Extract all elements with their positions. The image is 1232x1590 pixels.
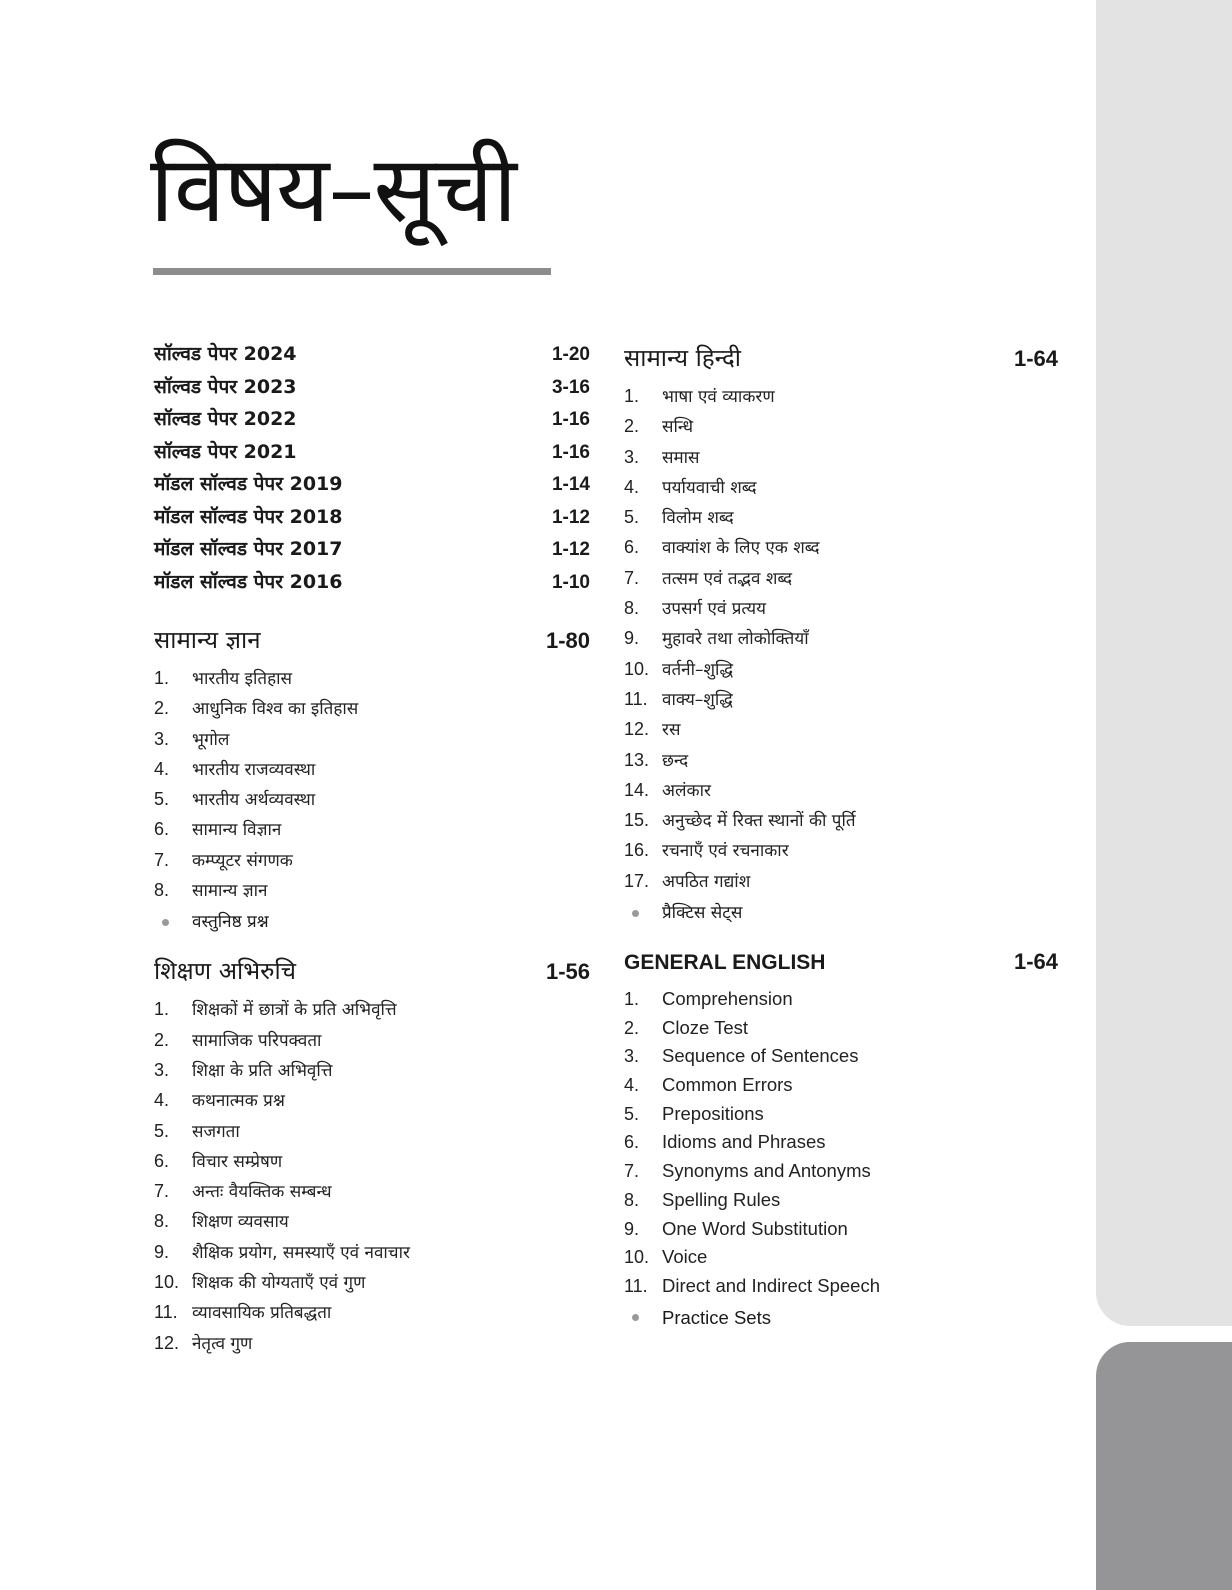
toc-item[interactable] (624, 1071, 1058, 1100)
item-label: वाक्यांश के लिए एक शब्द (662, 538, 820, 559)
solved-paper-pages: 1-16 (551, 441, 590, 463)
toc-item[interactable] (624, 1272, 1058, 1301)
solved-paper-row[interactable] (154, 436, 590, 469)
item-label: शिक्षकों में छात्रों के प्रति अभिवृत्ति (192, 1000, 397, 1021)
item-number: 9. (154, 1241, 170, 1262)
item-number: 5. (154, 1120, 170, 1141)
item-number: 10. (624, 658, 650, 679)
item-number: 2. (624, 416, 640, 437)
item-label: नेतृत्व गुण (192, 1333, 253, 1354)
item-label: सजगता (192, 1121, 240, 1142)
item-label: रचनाएँ एवं रचनाकार (662, 841, 789, 862)
toc-item[interactable] (624, 835, 1058, 865)
side-tab-dark (1096, 1342, 1232, 1590)
item-label: भारतीय अर्थव्यवस्था (192, 790, 316, 811)
toc-item[interactable] (624, 502, 1058, 532)
toc-item[interactable] (154, 1267, 590, 1297)
section-heading[interactable] (624, 340, 1058, 377)
section-pages: 1-56 (545, 959, 590, 985)
item-number: 12. (624, 719, 650, 740)
side-tab-light (1096, 0, 1232, 1326)
toc-item[interactable] (154, 994, 590, 1024)
item-label: सामान्य ज्ञान (192, 881, 268, 902)
item-label: तत्सम एवं तद्भव शब्द (662, 568, 793, 589)
item-number: 5. (624, 1103, 640, 1124)
item-label: Direct and Indirect Speech (662, 1274, 881, 1296)
item-label: विलोम शब्द (662, 508, 734, 529)
toc-item[interactable] (154, 1146, 590, 1176)
item-label: Cloze Test (662, 1016, 749, 1038)
item-number: 12. (154, 1332, 180, 1353)
item-label: अलंकार (662, 780, 711, 801)
solved-paper-label: मॉडल सॉल्वड पेपर 2016 (154, 570, 343, 593)
solved-paper-pages: 1-20 (551, 344, 590, 365)
toc-item[interactable] (154, 1328, 590, 1358)
solved-paper-row[interactable] (154, 468, 590, 501)
toc-item[interactable] (154, 693, 590, 723)
item-number: 8. (154, 880, 170, 901)
item-label: One Word Substitution (662, 1217, 848, 1239)
item-label: भारतीय इतिहास (192, 669, 293, 689)
section-teaching-aptitude (154, 953, 590, 1358)
item-label: Practice Sets (662, 1306, 771, 1328)
toc-item[interactable] (154, 1055, 590, 1085)
item-number: 11. (624, 688, 648, 709)
item-label: कथनात्मक प्रश्न (192, 1091, 285, 1112)
solved-paper-label: मॉडल सॉल्वड पेपर 2018 (154, 505, 343, 528)
item-label: अपठित गद्यांश (662, 871, 751, 892)
item-number: 16. (624, 840, 650, 861)
toc-item[interactable] (154, 1237, 590, 1267)
toc-item[interactable] (624, 442, 1058, 472)
item-number: 11. (624, 1275, 648, 1296)
toc-item[interactable] (154, 845, 590, 875)
bullet-icon (632, 1314, 639, 1321)
solved-paper-label: मॉडल सॉल्वड पेपर 2017 (154, 538, 343, 560)
toc-bullet-item[interactable] (624, 896, 1058, 930)
toc-item[interactable] (154, 1297, 590, 1327)
section-pages: 1-64 (1013, 949, 1058, 975)
toc-item[interactable] (624, 866, 1058, 896)
solved-paper-label: सॉल्वड पेपर 2024 (154, 343, 297, 365)
item-label: Common Errors (662, 1074, 793, 1096)
item-label: अनुच्छेद में रिक्त स्थानों की पूर्ति (662, 811, 856, 832)
toc-item[interactable] (624, 532, 1058, 562)
toc-item[interactable] (624, 745, 1058, 775)
toc-item[interactable] (624, 1215, 1058, 1244)
toc-bullet-item[interactable] (154, 905, 590, 939)
item-number: 9. (624, 1218, 640, 1239)
solved-paper-row[interactable] (154, 566, 590, 599)
toc-item[interactable] (154, 1176, 590, 1206)
solved-paper-row[interactable] (154, 501, 590, 534)
toc-item[interactable] (624, 1100, 1058, 1129)
toc-item[interactable] (624, 472, 1058, 502)
item-label: वस्तुनिष्ठ प्रश्न (192, 912, 269, 933)
section-pages: 1-64 (1013, 346, 1058, 371)
solved-papers-list (154, 338, 590, 598)
toc-item[interactable] (154, 1116, 590, 1146)
solved-paper-pages: 1-16 (551, 409, 590, 430)
item-label: Synonyms and Antonyms (662, 1160, 871, 1182)
solved-paper-pages: 1-14 (551, 474, 590, 495)
solved-paper-label: मॉडल सॉल्वड पेपर 2019 (154, 473, 343, 495)
left-column (154, 338, 590, 1358)
solved-paper-row[interactable] (154, 533, 590, 566)
toc-item[interactable] (624, 1014, 1058, 1043)
toc-item[interactable] (624, 1128, 1058, 1157)
item-number: 4. (624, 476, 640, 497)
item-number: 5. (624, 507, 640, 528)
solved-paper-row[interactable] (154, 403, 590, 436)
toc-item[interactable] (154, 784, 590, 814)
item-number: 6. (624, 1132, 640, 1153)
section-title: GENERAL ENGLISH (624, 951, 826, 975)
item-label: वर्तनी–शुद्धि (662, 659, 734, 680)
solved-paper-label: सॉल्वड पेपर 2022 (154, 408, 297, 430)
section-general-knowledge (154, 622, 590, 939)
item-number: 7. (624, 567, 640, 588)
item-label: प्रैक्टिस सेट्स (662, 903, 743, 924)
item-number: 3. (624, 446, 640, 467)
item-number: 7. (154, 849, 170, 870)
item-number: 3. (154, 1059, 170, 1080)
item-number: 2. (154, 1029, 170, 1050)
item-number: 1. (154, 999, 170, 1020)
item-label: रस (662, 720, 681, 741)
item-label: आधुनिक विश्व का इतिहास (192, 699, 359, 720)
item-label: शिक्षक की योग्यताएँ एवं गुण (192, 1273, 366, 1294)
toc-item[interactable] (624, 805, 1058, 835)
section-heading[interactable] (154, 953, 590, 990)
toc-item[interactable] (624, 623, 1058, 653)
item-number: 1. (624, 386, 640, 406)
item-label: Comprehension (662, 988, 793, 1010)
item-label: मुहावरे तथा लोकोक्तियाँ (662, 629, 809, 650)
toc-item[interactable] (154, 663, 590, 693)
toc-item[interactable] (624, 775, 1058, 805)
item-label: Sequence of Sentences (662, 1045, 859, 1067)
item-number: 13. (624, 749, 650, 770)
item-number: 10. (154, 1272, 180, 1293)
section-heading[interactable] (154, 622, 590, 659)
item-label: शिक्षण व्यवसाय (192, 1212, 289, 1233)
toc-item[interactable] (624, 714, 1058, 744)
item-number: 7. (154, 1181, 170, 1202)
item-number: 3. (154, 728, 170, 749)
item-label: Spelling Rules (662, 1188, 781, 1210)
toc-item[interactable] (624, 381, 1058, 411)
toc-item[interactable] (154, 875, 590, 905)
solved-paper-pages: 1-12 (551, 506, 590, 528)
item-label: सामान्य विज्ञान (192, 820, 282, 841)
item-number: 6. (624, 537, 640, 558)
toc-item[interactable] (624, 1042, 1058, 1071)
title-underline (153, 268, 551, 275)
item-number: 14. (624, 779, 650, 800)
item-label: कम्प्यूटर संगणक (192, 850, 293, 871)
toc-item[interactable] (624, 593, 1058, 623)
solved-paper-label: सॉल्वड पेपर 2023 (154, 375, 297, 398)
item-label: भूगोल (192, 729, 230, 750)
item-label: शैक्षिक प्रयोग, समस्याएँ एवं नवाचार (192, 1242, 410, 1263)
toc-item[interactable] (624, 411, 1058, 441)
section-title: सामान्य हिन्दी (624, 344, 741, 372)
solved-paper-pages: 3-16 (551, 376, 590, 398)
item-label: विचार सम्प्रेषण (192, 1151, 283, 1172)
item-number: 17. (624, 870, 650, 891)
item-label: भारतीय राजव्यवस्था (192, 759, 316, 780)
solved-paper-row[interactable] (154, 338, 590, 371)
item-number: 9. (624, 628, 640, 649)
toc-item[interactable] (624, 985, 1058, 1014)
toc-item[interactable] (624, 654, 1058, 684)
toc-item[interactable] (154, 754, 590, 784)
section-title: सामान्य ज्ञान (154, 626, 261, 654)
bullet-icon (162, 919, 169, 926)
bullet-icon (632, 910, 639, 917)
right-column (624, 340, 1058, 1335)
toc-item[interactable] (154, 814, 590, 844)
toc-item[interactable] (154, 1025, 590, 1055)
item-label: Voice (662, 1246, 708, 1268)
section-general-hindi (624, 340, 1058, 930)
item-number: 2. (624, 1017, 640, 1038)
item-label: उपसर्ग एवं प्रत्यय (662, 599, 767, 620)
solved-paper-pages: 1-12 (551, 539, 590, 560)
item-label: वाक्य–शुद्धि (662, 689, 733, 710)
toc-item[interactable] (624, 1157, 1058, 1186)
item-number: 1. (154, 668, 170, 688)
item-label: व्यावसायिक प्रतिबद्धता (192, 1303, 332, 1324)
toc-item[interactable] (624, 1243, 1058, 1272)
item-label: छन्द (662, 750, 689, 771)
toc-item[interactable] (154, 1085, 590, 1115)
solved-paper-label: सॉल्वड पेपर 2021 (154, 440, 297, 463)
section-pages: 1-80 (545, 628, 590, 653)
item-number: 3. (624, 1046, 640, 1067)
item-label: शिक्षा के प्रति अभिवृत्ति (192, 1060, 333, 1081)
solved-paper-row[interactable] (154, 371, 590, 404)
item-label: समास (662, 447, 700, 468)
item-number: 2. (154, 698, 170, 719)
solved-paper-pages: 1-10 (551, 571, 590, 593)
toc-item[interactable] (154, 724, 590, 754)
item-label: पर्यायवाची शब्द (662, 477, 757, 498)
item-label: Prepositions (662, 1102, 764, 1124)
item-label: भाषा एवं व्याकरण (662, 387, 775, 407)
item-number: 5. (154, 789, 170, 810)
toc-item[interactable] (624, 684, 1058, 714)
item-number: 1. (624, 989, 640, 1010)
item-number: 6. (154, 819, 170, 840)
item-number: 8. (624, 598, 640, 619)
toc-item[interactable] (154, 1206, 590, 1236)
item-label: अन्तः वैयक्तिक सम्बन्ध (192, 1182, 332, 1203)
item-label: सन्धि (662, 417, 694, 438)
item-number: 8. (624, 1189, 640, 1210)
item-number: 8. (154, 1211, 170, 1232)
item-number: 11. (154, 1302, 178, 1323)
section-heading[interactable] (624, 944, 1058, 981)
item-number: 4. (154, 758, 170, 779)
section-title: शिक्षण अभिरुचि (154, 957, 296, 986)
item-label: Idioms and Phrases (662, 1131, 826, 1153)
toc-bullet-item[interactable] (624, 1301, 1058, 1335)
page-title: विषय–सूची (150, 136, 516, 243)
section-general-english (624, 944, 1058, 1335)
toc-item[interactable] (624, 1186, 1058, 1215)
item-number: 15. (624, 810, 650, 831)
item-label: सामाजिक परिपक्वता (192, 1030, 322, 1051)
toc-item[interactable] (624, 563, 1058, 593)
item-number: 4. (154, 1090, 170, 1111)
item-number: 7. (624, 1161, 640, 1182)
item-number: 4. (624, 1075, 640, 1096)
item-number: 10. (624, 1247, 650, 1268)
item-number: 6. (154, 1150, 170, 1171)
